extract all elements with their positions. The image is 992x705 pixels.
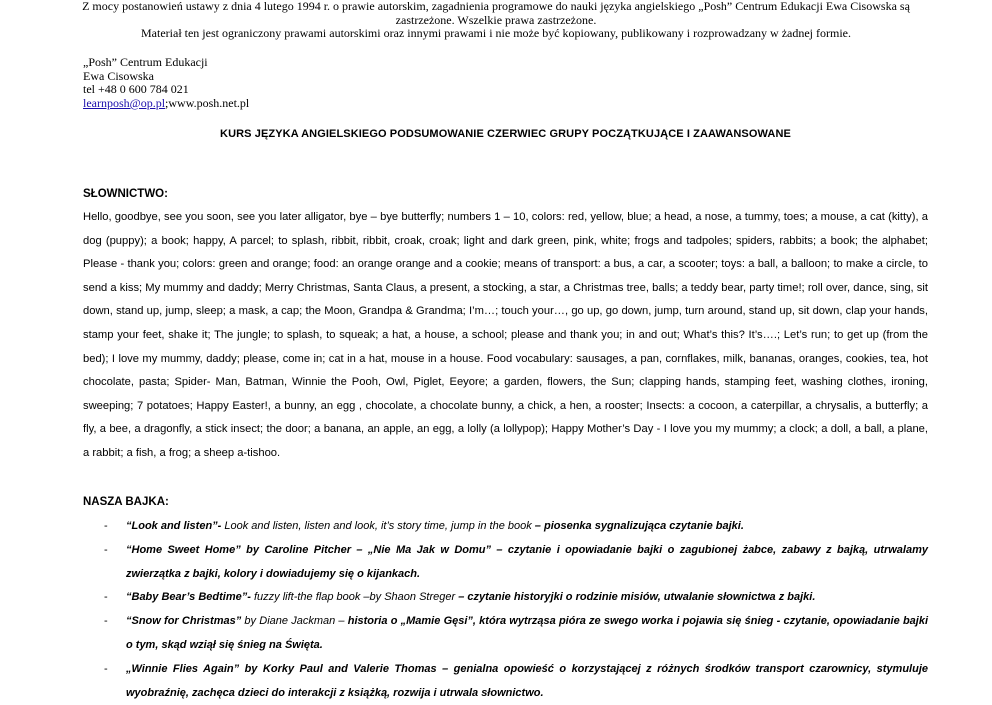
story-description: – piosenka sygnalizująca czytanie bajki. (531, 520, 744, 532)
bullet-dash: - (104, 543, 108, 556)
story-item (83, 515, 928, 539)
copyright-line-1: Z mocy postanowień ustawy z dnia 4 lutego 1994 r. o prawie autorskim, zagadnienia programowe do nauki języka angielskiego „Posh” Centrum Edukacji Ewa Cisowska są (82, 0, 910, 13)
story-title: “Snow for Christmas” (126, 615, 242, 628)
contact-links (83, 97, 249, 111)
vocabulary-heading: SŁOWNICTWO: (83, 188, 168, 200)
bullet-dash: - (104, 591, 108, 604)
bullet-dash: - (104, 662, 108, 675)
copyright-line-3: Materiał ten jest ograniczony prawami autorskimi oraz innymi prawami i nie może być kopiowany, publikowany i rozprowadzany w żadnej formie. (141, 26, 851, 40)
course-title: KURS JĘZYKA ANGIELSKIEGO PODSUMOWANIE CZERWIEC GRUPY POCZĄTKUJĄCE I ZAAWANSOWANE (220, 128, 791, 140)
story-item (83, 658, 928, 705)
company-name: „Posh” Centrum Edukacji (83, 55, 208, 69)
story-detail: by Diane Jackman – (241, 615, 345, 628)
bullet-dash: - (104, 520, 108, 532)
stories-list (83, 515, 928, 705)
copyright-line-2: zastrzeżone. Wszelkie prawa zastrzeżone. (395, 12, 597, 27)
person-name: Ewa Cisowska (83, 68, 154, 83)
phone-number: tel +48 0 600 784 021 (83, 82, 189, 97)
story-detail: fuzzy lift-the flap book –by Shaon Streger (250, 591, 456, 604)
story-detail: Look and listen, listen and look, it’s story time, jump in the book (221, 520, 532, 532)
vocabulary-text: Hello, goodbye, see you soon, see you later alligator, bye – bye butterfly; numbers 1 – 10, colors: red, yellow, blue; a head, a nose, a tummy, toes; a mouse, a cat (kitty), a dog (puppy); a book; happy, A parcel; to splash, ribbit, ribbit, croak, croak; light and dark green, pink, white; frogs and tadpoles; spiders, rabbits; a book; the alphabet; Please - thank you; colors: green and orange; food: an orange orange and a cookie; means of transport: a bus, a car, a scooter; toys: a ball, a balloon; to make a circle, to send a kiss; My mummy and daddy; Merry Christmas, Santa Claus, a present, a stocking, a star, a Christmas tree, balls; a teddy bear, party time!; roll over, dance, sing, sit down, stand up, jump, sleep; a mask, a cap; the Moon, Grandpa & Grandma; I’m…; touch your…, go up, go down, jump, turn around, stand up, sit down, clap your hands, stamp your feet, shake it; The jungle; to splash, to squeak; a hat, a house, a school; please and thank you; in and out; What’s this? It’s….; Let’s run; to get up (from the bed); I love my mummy, daddy; please, come in; cat in a hat, mouse in a house. Food vocabulary: sausages, a pan, cornflakes, milk, bananas, oranges, cookies, tea, hot chocolate, pasta; Spider- Man, Batman, Winnie the Pooh, Owl, Piglet, Eeyore; a garden, flowers, the Sun; clapping hands, stamping feet, washing clothes, ironing, sweeping; 7 potatoes; Happy Easter!, a bunny, an egg , chocolate, a chocolate bunny, a chick, a hen, a rooster; Insects: a cocoon, a caterpillar, a chrysalis, a butterfly; a fly, a bee, a dragonfly, a stick insect; the door; a banana, an apple, an egg, a lolly (a lollypop); Happy Mother’s Day - I love you my mummy; a clock; a doll, a ball, a plane, a rabbit; a fish, a frog; a sheep a-tishoo. (83, 211, 928, 459)
story-title: “Baby Bear’s Bedtime”- (126, 591, 251, 604)
email-link[interactable]: learnposh@op.pl (83, 95, 166, 110)
story-item (83, 610, 928, 658)
story-item (83, 539, 928, 587)
stories-heading: NASZA BAJKA: (83, 496, 169, 508)
story-description: – czytanie historyjki o rodzinie misiów, utwalanie słownictwa z bajki. (455, 591, 816, 604)
story-title: “Look and listen”- (126, 520, 222, 532)
story-title: „Winnie Flies Again” by Korky Paul and Valerie Thomas – genialna opowieść o korzystającej z różnych środków transport czarownicy, stymuluje wyobraźnię, zachęca dzieci do interakcji z książką, rozwija i utrwala słownictwo. (126, 662, 928, 699)
website-text: ;www.posh.net.pl (165, 95, 250, 110)
story-title: “Home Sweet Home” by Caroline Pitcher – „Nie Ma Jak w Domu” – czytanie i opowiadanie bajki o zagubionej żabce, zabawy z bajką, utrwalamy zwierzątka z bajki, kolory i dowiadujemy się o kijankach. (126, 543, 928, 580)
bullet-dash: - (104, 615, 108, 628)
story-description: historia o „Mamie Gęsi”, która wytrząsa pióra ze swego worka i pojawia się śnieg - czytanie, opowiadanie bajki o tym, skąd wziął się śnieg na Święta. (126, 615, 929, 651)
copyright-notice (80, 0, 912, 41)
contact-block (83, 56, 249, 110)
story-item (83, 586, 928, 610)
